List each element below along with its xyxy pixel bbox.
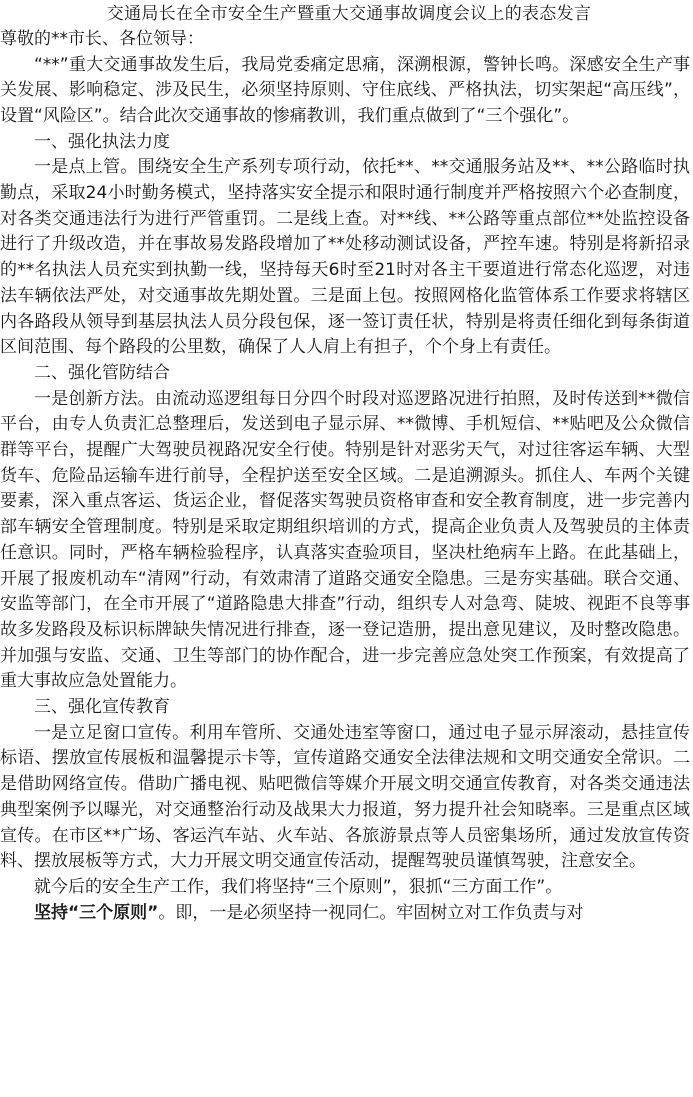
closing-paragraph: 就今后的安全生产工作，我们将坚持“三个原则”，狠抓“三方面工作”。: [34, 877, 563, 897]
salutation: 尊敬的**市长、各位领导：: [0, 29, 204, 49]
document-title: 交通局长在全市安全生产暨重大交通事故调度会议上的表态发言: [106, 4, 592, 24]
section-heading-1: 一、强化执法力度: [34, 131, 170, 152]
section-body-2: 一是创新方法。由流动巡逻组每日分四个时段对巡逻路况进行拍照，及时传送到**微信平台，由专人负责汇总整理后，发送到电子显示屏、**微博、手机短信、**贴吧及公众微信群等平台，提醒广大驾驶员视路况安全行使。特别是针对恶劣天气，对过往客运车辆、大型货车、危险品运输车进行前导，全程护送至安全区域。二是追溯源头。抓住人、车两个关键要素，深入重点客运、货运企业，督促落实驾驶员资格审查和安全教育制度，进一步完善内部车辆安全管理制度。特别是采取定期组织培训的方式，提高企业负责人及驾驶员的主体责任意识。同时，严格车辆检验程序，认真落实查验项目，坚决杜绝病车上路。在此基础上，开展了报废机动车“清网”行动，有效肃清了道路交通安全隐患。三是夯实基础。联合交通、安监等部门，在全市开展了“道路隐患大排查”行动，组织专人对急弯、陡坡、视距不良等事故多发路段及标识标牌缺失情况进行排查，逐一登记造册，提出意见建议，及时整改隐患。并加强与安监、交通、卫生等部门的协作配合，进一步完善应急处突工作预案，有效提高了重大事故应急处置能力。: [0, 388, 690, 692]
intro-paragraph: “**”重大交通事故发生后，我局党委痛定思痛，深溯根源，警钟长鸣。深感安全生产事关发展、影响稳定、涉及民生，必须坚持原则、守住底线、严格执法，切实架起“高压线”，设置“风险区”。结合此次交通事故的惨痛教训，我们重点做到了“三个强化”。: [0, 54, 690, 126]
principles-text: 。即，一是必须坚持一视同仁。牢固树立对工作负责与对: [158, 902, 584, 923]
section-heading-3: 三、强化宣传教育: [34, 697, 170, 718]
section-body-3: 一是立足窗口宣传。利用车管所、交通处违室等窗口，通过电子显示屏滚动，悬挂宣传标语、摆放宣传展板和温馨提示卡等，宣传道路交通安全法律法规和文明交通安全常识。二是借助网络宣传。借助广播电视、贴吧微信等媒介开展文明交通宣传教育，对各类交通违法典型案例予以曝光，对交通整治行动及战果大力报道，努力提升社会知晓率。三是重点区域宣传。在市区**广场、客运汽车站、火车站、各旅游景点等人员密集场所，通过发放宣传资料、摆放展板等方式，大力开展文明交通宣传活动，提醒驾驶员谨慎驾驶，注意安全。: [0, 722, 690, 872]
section-heading-2: 二、强化管防结合: [34, 362, 170, 383]
principles-paragraph: [0, 901, 690, 927]
section-body-1: 一是点上管。围绕安全生产系列专项行动，依托**、**交通服务站及**、**公路临时执勤点，采取24小时勤务模式，坚持落实安全提示和限时通行制度并严格按照六个必查制度，对各类交通违法行为进行严管重罚。二是线上查。对**线、**公路等重点部位**处监控设备进行了升级改造，并在事故易发路段增加了**处移动测试设备，严控车速。特别是将新招录的**名执法人员充实到执勤一线，坚持每天6时至21时对各主干要道进行常态化巡逻，对违法车辆依法严处，对交通事故先期处置。三是面上包。按照网格化监管体系工作要求将辖区内各路段从领导到基层执法人员分段包保，逐一签订责任状，特别是将责任细化到每条街道区间范围、每个路段的公里数，确保了人人肩上有担子，个个身上有责任。: [0, 157, 690, 358]
principles-lead: 坚持“三个原则”: [34, 902, 159, 923]
